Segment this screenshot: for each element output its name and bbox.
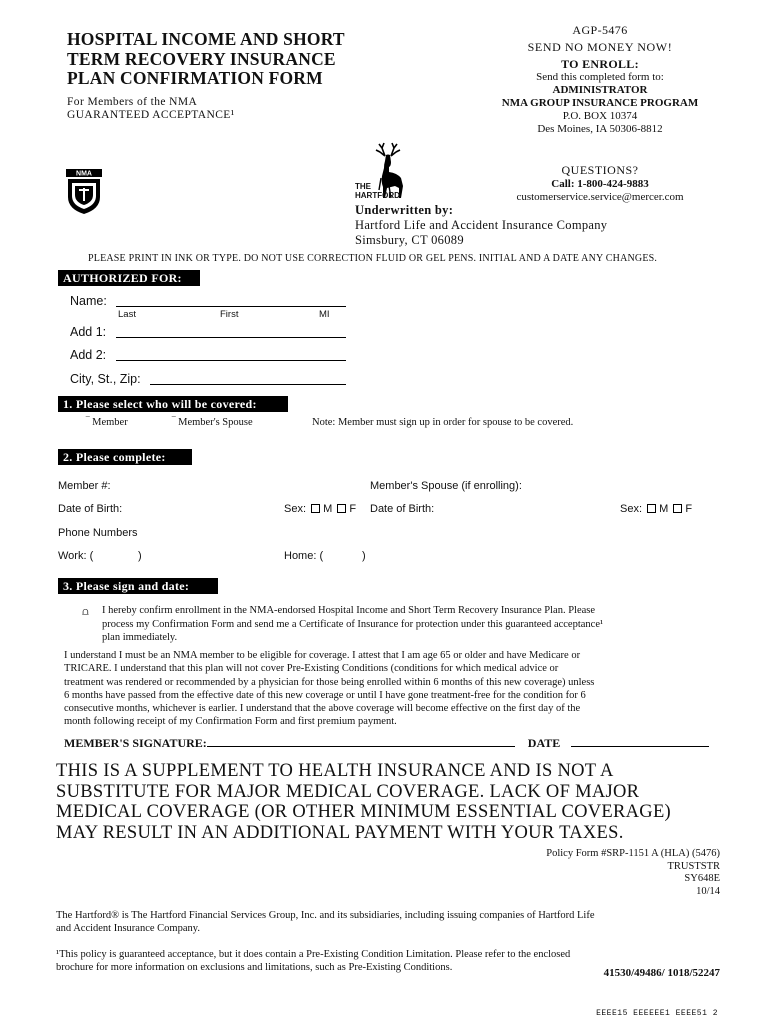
confirm-line-1: I hereby confirm enrollment in the NMA-endorsed Hospital Income and Short Term Recovery Insurance Plan. Please bbox=[102, 605, 596, 616]
address2-field[interactable] bbox=[116, 360, 346, 361]
supplement-line-4: MAY RESULT IN AN ADDITIONAL PAYMENT WITH YOUR TAXES. bbox=[56, 822, 624, 843]
form-subtitle bbox=[67, 96, 235, 122]
home-phone-close: ) bbox=[362, 550, 366, 562]
hartford-wordmark bbox=[355, 182, 400, 200]
spouse-option-label: Member's Spouse bbox=[178, 417, 253, 428]
name-field[interactable] bbox=[116, 306, 346, 307]
spouse-sex-group bbox=[620, 503, 692, 515]
member-option-label: Member bbox=[92, 417, 128, 428]
hartford-footnote-line-2: and Accident Insurance Company. bbox=[56, 923, 200, 934]
phone-numbers-label: Phone Numbers bbox=[58, 527, 138, 539]
spouse-sex-f-checkbox[interactable] bbox=[673, 504, 682, 513]
policy-form: Policy Form #SRP-1151 A (HLA) (5476) bbox=[546, 848, 720, 859]
spouse-sex-m-label: M bbox=[659, 503, 669, 515]
member-dob-label: Date of Birth: bbox=[58, 503, 123, 515]
spouse-option[interactable]: ‾ Member's Spouse bbox=[172, 417, 253, 428]
member-sex-label: Sex: bbox=[284, 503, 307, 515]
mailing-city: Des Moines, IA 50306-8812 bbox=[537, 123, 663, 135]
nma-logo-text: NMA bbox=[76, 170, 92, 178]
title-line-1: HOSPITAL INCOME AND SHORT bbox=[67, 29, 345, 49]
understand-line-2: TRICARE. I understand that this plan will not cover Pre-Existing Conditions (conditions for which medical advice or bbox=[64, 663, 559, 675]
last-name-caption: Last bbox=[118, 309, 136, 320]
member-sex-f-checkbox[interactable] bbox=[337, 504, 346, 513]
member-sex-m-checkbox[interactable] bbox=[311, 504, 320, 513]
underwritten-label: Underwritten by: bbox=[355, 203, 454, 217]
signature-row bbox=[64, 736, 709, 751]
address2-label: Add 2: bbox=[70, 348, 107, 362]
policy-code: SY648E bbox=[684, 873, 720, 884]
confirm-line-2: process my Confirmation Form and send me a Certificate of Insurance for protection under this guaranteed acceptance¹ bbox=[102, 618, 604, 630]
member-sex-group bbox=[284, 503, 356, 515]
po-box: P.O. BOX 10374 bbox=[562, 110, 638, 122]
form-id: AGP-5476 bbox=[572, 23, 628, 37]
address1-field[interactable] bbox=[116, 337, 346, 338]
understand-line-6: month following receipt of my Confirmation Form and first premium payment. bbox=[64, 716, 397, 728]
home-phone-label: Home: ( bbox=[284, 550, 324, 562]
supplement-line-3: MEDICAL COVERAGE (OR OTHER MINIMUM ESSENTIAL COVERAGE) bbox=[56, 802, 672, 822]
questions-block bbox=[478, 164, 722, 205]
hartford-footnote bbox=[56, 909, 594, 935]
to-enroll-heading: TO ENROLL: bbox=[561, 57, 639, 71]
program-name: NMA GROUP INSURANCE PROGRAM bbox=[501, 97, 699, 109]
nma-logo-icon bbox=[66, 159, 102, 215]
policy-date: 10/14 bbox=[696, 885, 720, 897]
policy-truststr: TRUSTSTR bbox=[667, 860, 720, 872]
city-state-zip-label: City, St., Zip: bbox=[70, 372, 141, 386]
confirm-line-3: plan immediately. bbox=[102, 632, 178, 643]
mi-caption: MI bbox=[319, 309, 330, 320]
underwriter-block bbox=[355, 203, 607, 248]
confirm-enrollment bbox=[82, 604, 722, 645]
address1-label: Add 1: bbox=[70, 325, 107, 339]
section-1-bar: 1. Please select who will be covered: bbox=[58, 396, 288, 412]
spouse-sex-m-checkbox[interactable] bbox=[647, 504, 656, 513]
policy-info bbox=[546, 848, 720, 898]
understanding-statement bbox=[64, 649, 724, 729]
signature-field[interactable] bbox=[207, 737, 515, 747]
understand-line-3: treatment was rendered or recommended by a physician for those being enrolled within 6 months of this new coverage) unless bbox=[64, 676, 595, 688]
questions-heading: QUESTIONS? bbox=[561, 163, 639, 177]
member-sex-f-label: F bbox=[349, 503, 357, 515]
understand-line-1: I understand I must be an NMA member to be eligible for coverage. I attest that I am age 65 or older and have Medicare or bbox=[64, 650, 581, 661]
work-phone-close: ) bbox=[138, 550, 142, 562]
print-instructions: PLEASE PRINT IN INK OR TYPE. DO NOT USE CORRECTION FLUID OR GEL PENS. INITIAL AND A DATE ANY CHANGES. bbox=[88, 253, 658, 264]
signature-label: MEMBER'S SIGNATURE: bbox=[64, 736, 207, 750]
underwriter-company: Hartford Life and Accident Insurance Company bbox=[355, 218, 608, 232]
member-sex-m-label: M bbox=[323, 503, 333, 515]
form-title bbox=[67, 30, 377, 89]
first-name-caption: First bbox=[220, 309, 239, 320]
section-2-bar: 2. Please complete: bbox=[58, 449, 192, 465]
confirm-checkbox[interactable]: ⩍ bbox=[82, 607, 89, 618]
guarantee-footnote bbox=[56, 948, 570, 974]
title-line-2: TERM RECOVERY INSURANCE bbox=[67, 48, 336, 69]
member-option[interactable]: ‾ Member bbox=[86, 417, 128, 428]
send-no-money: SEND NO MONEY NOW! bbox=[527, 40, 673, 54]
barcode-text: EEEE15 EEEEEE1 EEEE51 2 bbox=[596, 1009, 718, 1018]
spouse-note: Note: Member must sign up in order for spouse to be covered. bbox=[312, 417, 574, 428]
enroll-info bbox=[478, 24, 722, 136]
guarantee-footnote-line-2: brochure for more information on exclusions and limitations, such as Pre-Existing Conditions. bbox=[56, 962, 453, 973]
form-code: 41530/49486/ 1018/52247 bbox=[603, 967, 720, 979]
hartford-the: THE bbox=[355, 182, 371, 191]
spouse-dob-label: Date of Birth: bbox=[370, 503, 435, 515]
member-number-label: Member #: bbox=[58, 480, 111, 492]
support-email[interactable]: customerservice.service@mercer.com bbox=[516, 191, 684, 203]
spouse-sex-label: Sex: bbox=[620, 503, 643, 515]
subtitle-members: For Members of the NMA bbox=[67, 96, 198, 108]
guarantee-footnote-line-1: ¹This policy is guaranteed acceptance, but it does contain a Pre-Existing Condition Limitation. Please refer to the enclosed bbox=[56, 949, 571, 960]
phone-number[interactable]: Call: 1-800-424-9883 bbox=[551, 177, 649, 190]
subtitle-guaranteed: GUARANTEED ACCEPTANCE¹ bbox=[67, 109, 235, 121]
supplement-disclaimer bbox=[56, 761, 736, 843]
supplement-line-2: SUBSTITUTE FOR MAJOR MEDICAL COVERAGE. LACK OF MAJOR bbox=[56, 781, 640, 802]
supplement-line-1: THIS IS A SUPPLEMENT TO HEALTH INSURANCE AND IS NOT A bbox=[56, 761, 614, 781]
date-field[interactable] bbox=[571, 737, 709, 747]
understand-line-5: consecutive months, whichever is earlier. I understand that the above coverage will become effective on the first day of the bbox=[64, 703, 581, 715]
section-3-bar: 3. Please sign and date: bbox=[58, 578, 218, 594]
city-state-zip-field[interactable] bbox=[150, 384, 346, 385]
send-to-text: Send this completed form to: bbox=[536, 71, 664, 83]
title-line-3: PLAN CONFIRMATION FORM bbox=[67, 68, 323, 88]
spouse-sex-f-label: F bbox=[685, 503, 693, 515]
understand-line-4: 6 months have passed from the effective date of this new coverage or until I have gone treatment-free for the condition for 6 bbox=[64, 689, 586, 701]
date-label: DATE bbox=[527, 736, 561, 750]
underwriter-city: Simsbury, CT 06089 bbox=[355, 233, 464, 247]
spouse-enrolling-label: Member's Spouse (if enrolling): bbox=[370, 480, 522, 492]
administrator: ADMINISTRATOR bbox=[552, 84, 648, 96]
hartford-name: HARTFORD bbox=[355, 191, 400, 200]
name-label: Name: bbox=[70, 294, 107, 308]
hartford-footnote-line-1: The Hartford® is The Hartford Financial Services Group, Inc. and its subsidiaries, including issuing companies of Hartford Life bbox=[56, 910, 595, 921]
work-phone-label: Work: ( bbox=[58, 550, 94, 562]
section-authorized-bar: AUTHORIZED FOR: bbox=[58, 270, 200, 286]
